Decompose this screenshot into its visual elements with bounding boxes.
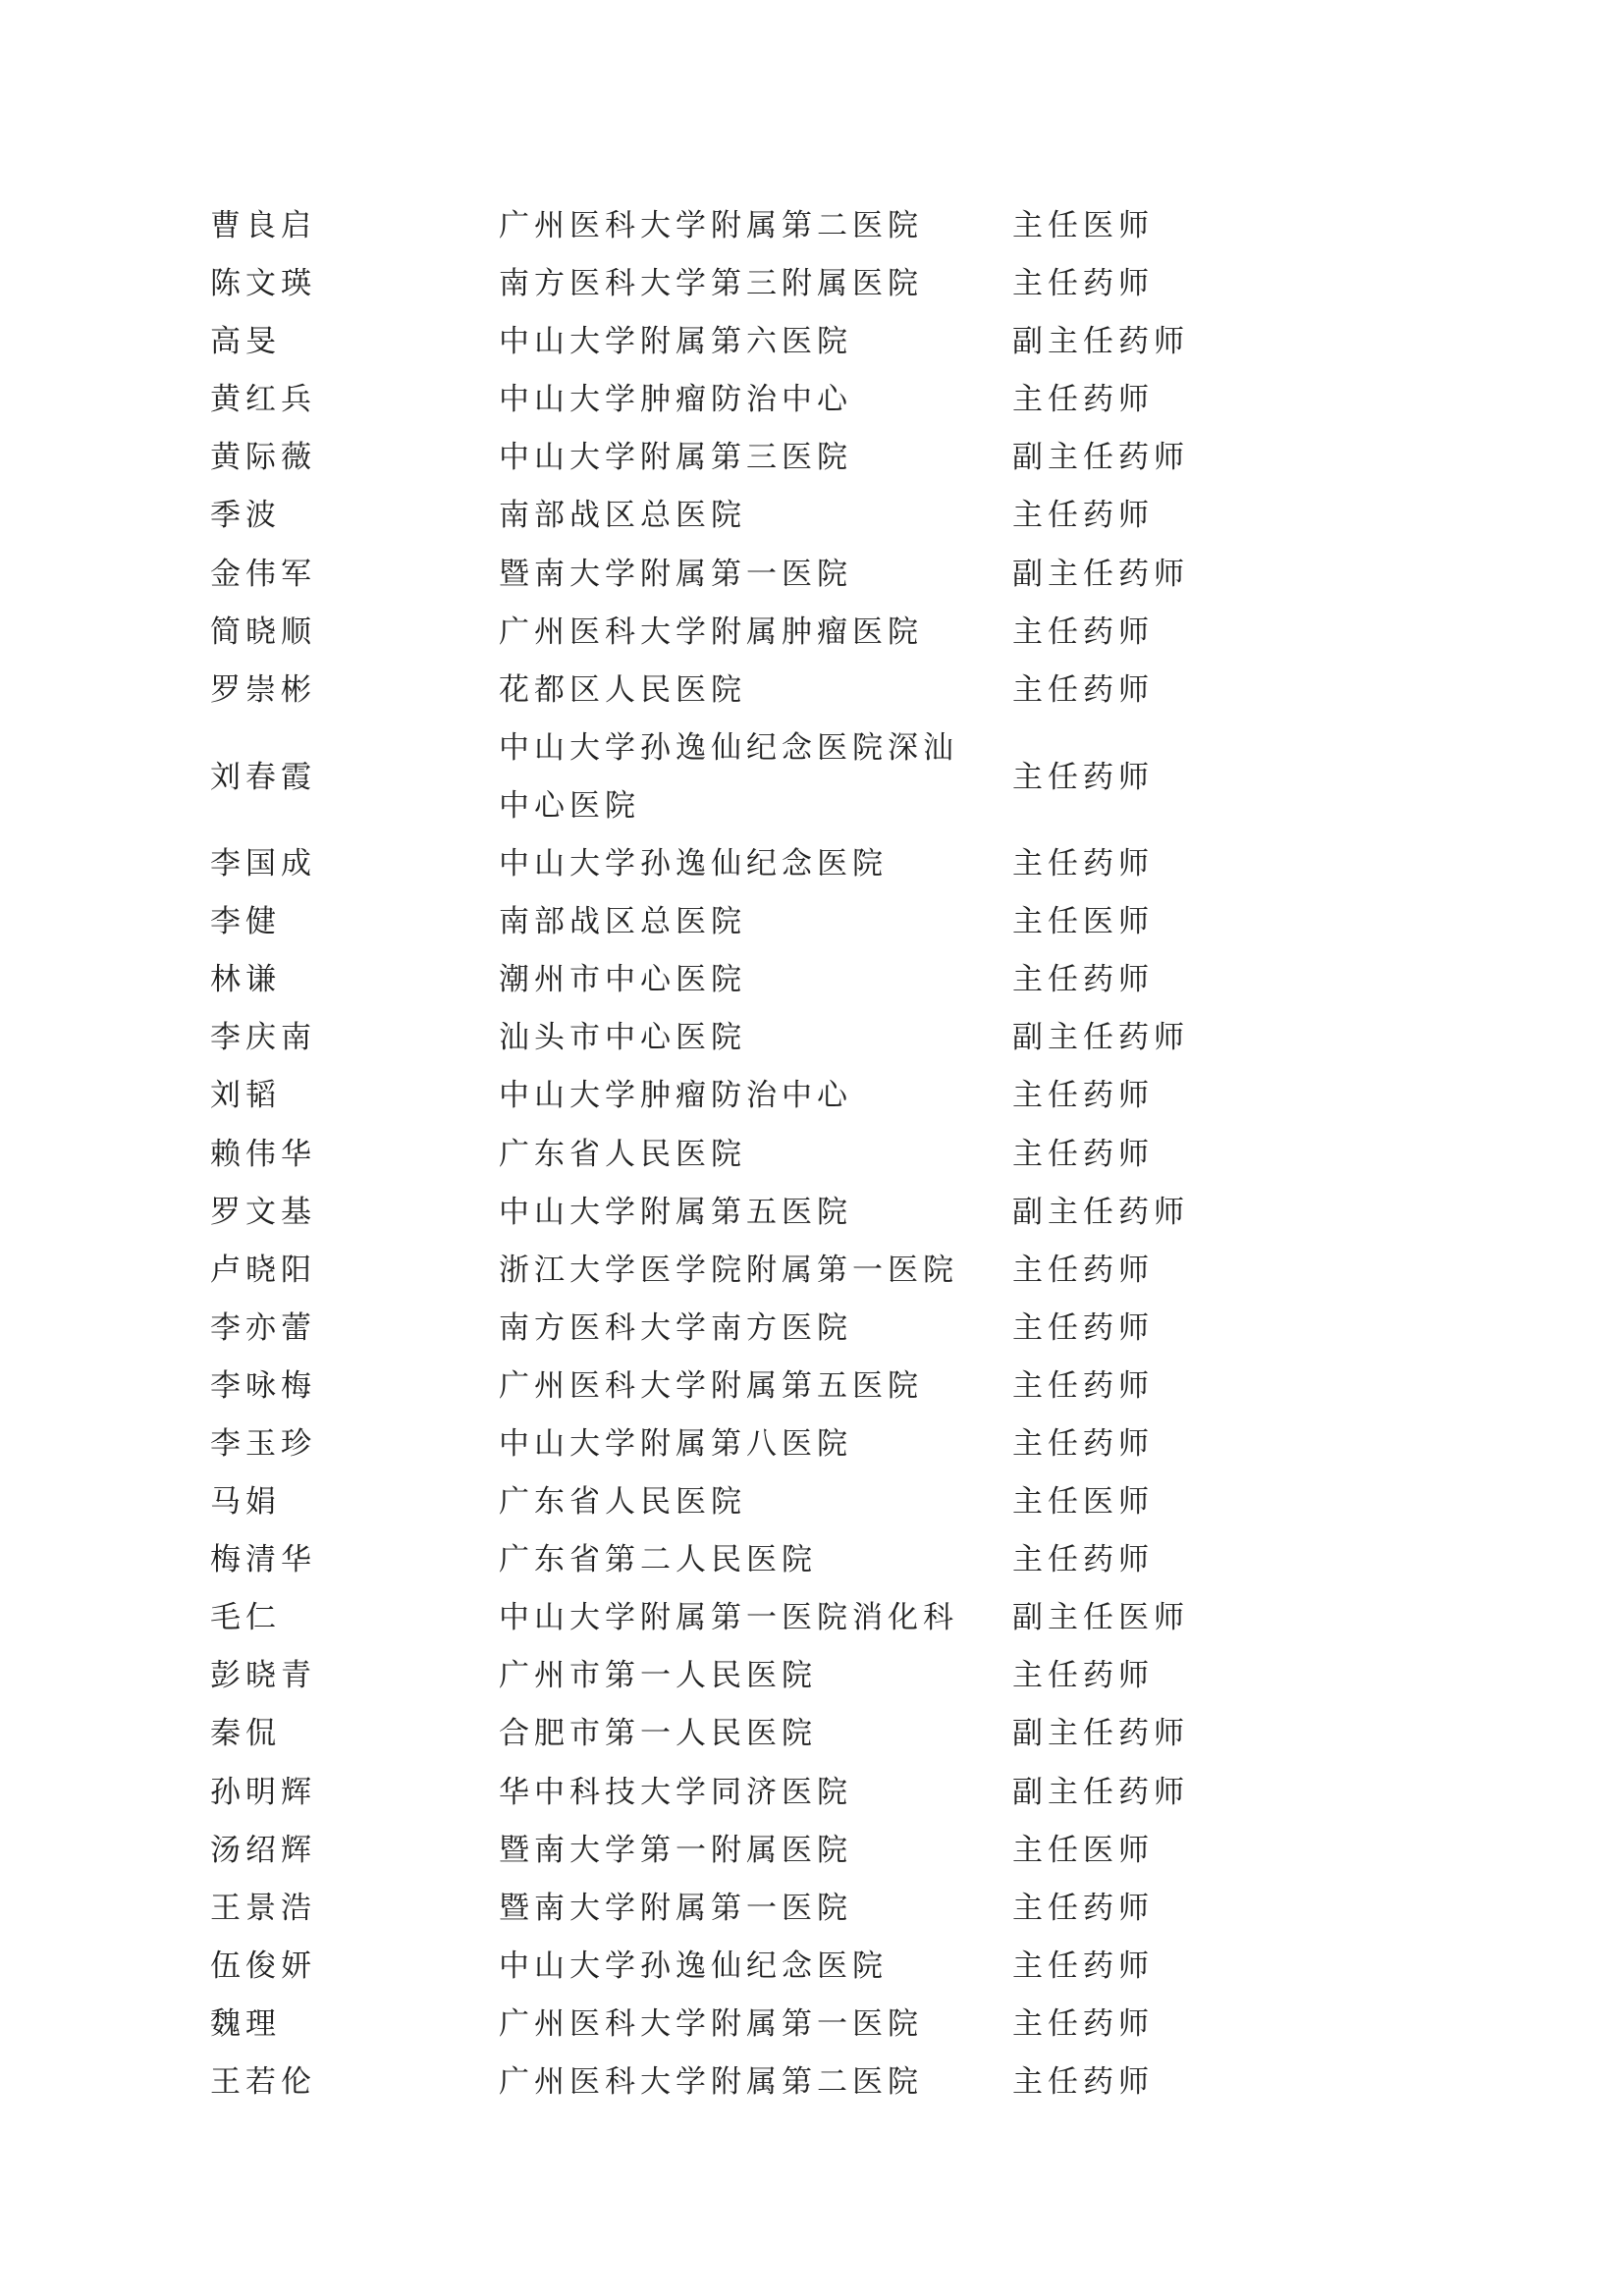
person-name: 简晓顺 — [210, 614, 316, 650]
institution-name: 广东省第二人民医院 — [499, 1542, 817, 1578]
expert-roster-list — [0, 197, 1623, 2111]
professional-title: 副主任药师 — [1012, 1716, 1189, 1752]
roster-row — [0, 604, 1623, 662]
roster-row — [0, 1473, 1623, 1531]
institution-name: 中山大学附属第一医院消化科 — [499, 1600, 958, 1636]
roster-row — [0, 720, 1623, 835]
institution-name: 广州医科大学附属第一医院 — [499, 2005, 923, 2042]
roster-row — [0, 1415, 1623, 1473]
professional-title: 副主任药师 — [1012, 556, 1189, 592]
roster-row — [0, 1126, 1623, 1184]
person-name: 汤绍辉 — [210, 1832, 316, 1868]
roster-row — [0, 313, 1623, 371]
roster-row — [0, 1242, 1623, 1300]
professional-title: 副主任药师 — [1012, 1020, 1189, 1056]
professional-title: 主任药师 — [1012, 1136, 1154, 1172]
roster-row — [0, 1358, 1623, 1415]
person-name: 梅清华 — [210, 1542, 316, 1578]
person-name: 秦侃 — [210, 1716, 281, 1752]
institution-name: 南部战区总医院 — [499, 904, 746, 940]
roster-row — [0, 429, 1623, 487]
professional-title: 副主任医师 — [1012, 1600, 1189, 1636]
professional-title: 主任医师 — [1012, 904, 1154, 940]
professional-title: 主任药师 — [1012, 2005, 1154, 2042]
person-name: 李庆南 — [210, 1020, 316, 1056]
professional-title: 主任药师 — [1012, 1078, 1154, 1114]
person-name: 王景浩 — [210, 1890, 316, 1926]
professional-title: 主任药师 — [1012, 1252, 1154, 1288]
person-name: 金伟军 — [210, 556, 316, 592]
person-name: 伍俊妍 — [210, 1948, 316, 1984]
professional-title: 主任药师 — [1012, 498, 1154, 534]
roster-row — [0, 255, 1623, 313]
roster-row — [0, 835, 1623, 893]
person-name: 罗崇彬 — [210, 671, 316, 708]
professional-title: 主任药师 — [1012, 1425, 1154, 1462]
roster-row — [0, 662, 1623, 720]
roster-row — [0, 487, 1623, 545]
professional-title: 主任药师 — [1012, 671, 1154, 708]
professional-title: 主任药师 — [1012, 1890, 1154, 1926]
roster-row — [0, 1300, 1623, 1358]
institution-name: 广州市第一人民医院 — [499, 1658, 817, 1694]
institution-name: 浙江大学医学院附属第一医院 — [499, 1252, 958, 1288]
person-name: 孙明辉 — [210, 1774, 316, 1810]
person-name: 李健 — [210, 904, 281, 940]
institution-name: 南方医科大学第三附属医院 — [499, 266, 923, 302]
professional-title: 副主任药师 — [1012, 1774, 1189, 1810]
institution-name: 中山大学附属第三医院 — [499, 440, 852, 476]
professional-title: 主任药师 — [1012, 2064, 1154, 2100]
institution-name: 合肥市第一人民医院 — [499, 1716, 817, 1752]
professional-title: 主任医师 — [1012, 208, 1154, 243]
roster-row — [0, 1705, 1623, 1763]
institution-name: 华中科技大学同济医院 — [499, 1774, 852, 1810]
professional-title: 主任药师 — [1012, 1367, 1154, 1404]
professional-title: 副主任药师 — [1012, 324, 1189, 360]
professional-title: 主任医师 — [1012, 1484, 1154, 1521]
institution-name: 暨南大学第一附属医院 — [499, 1832, 852, 1868]
institution-name: 广东省人民医院 — [499, 1136, 746, 1172]
person-name: 黄红兵 — [210, 382, 316, 418]
roster-row — [0, 893, 1623, 951]
person-name: 马娟 — [210, 1484, 281, 1521]
roster-row — [0, 1880, 1623, 1938]
institution-name: 汕头市中心医院 — [499, 1020, 746, 1056]
roster-row — [0, 197, 1623, 255]
professional-title: 主任药师 — [1012, 1542, 1154, 1578]
professional-title: 主任药师 — [1012, 382, 1154, 418]
roster-row — [0, 1009, 1623, 1067]
person-name: 王若伦 — [210, 2064, 316, 2100]
person-name: 季波 — [210, 498, 281, 534]
professional-title: 主任药师 — [1012, 846, 1154, 882]
person-name: 赖伟华 — [210, 1136, 316, 1172]
institution-name: 中山大学孙逸仙纪念医院 — [499, 846, 888, 882]
professional-title: 副主任药师 — [1012, 440, 1189, 476]
professional-title: 主任药师 — [1012, 1948, 1154, 1984]
institution-name: 广州医科大学附属第二医院 — [499, 2064, 923, 2100]
roster-row — [0, 546, 1623, 604]
institution-name: 中山大学附属第五医院 — [499, 1194, 852, 1230]
institution-name: 暨南大学附属第一医院 — [499, 556, 852, 592]
person-name: 彭晓青 — [210, 1658, 316, 1694]
roster-row — [0, 951, 1623, 1009]
institution-name: 广州医科大学附属第五医院 — [499, 1367, 923, 1404]
person-name: 李国成 — [210, 846, 316, 882]
professional-title: 主任药师 — [1012, 962, 1154, 998]
professional-title: 主任药师 — [1012, 614, 1154, 650]
institution-name: 广东省人民医院 — [499, 1484, 746, 1521]
institution-name: 花都区人民医院 — [499, 671, 746, 708]
roster-row — [0, 1764, 1623, 1822]
institution-name: 中山大学附属第八医院 — [499, 1425, 852, 1462]
professional-title: 主任药师 — [1012, 759, 1154, 795]
person-name: 高旻 — [210, 324, 281, 360]
institution-name: 广州医科大学附属肿瘤医院 — [499, 614, 923, 650]
roster-row — [0, 371, 1623, 429]
person-name: 罗文基 — [210, 1194, 316, 1230]
professional-title: 主任药师 — [1012, 1309, 1154, 1346]
institution-name: 广州医科大学附属第二医院 — [499, 208, 923, 243]
institution-name: 中山大学附属第六医院 — [499, 324, 852, 360]
person-name: 李咏梅 — [210, 1367, 316, 1404]
person-name: 林谦 — [210, 962, 281, 998]
roster-row — [0, 1996, 1623, 2054]
institution-name: 潮州市中心医院 — [499, 962, 746, 998]
roster-row — [0, 1067, 1623, 1125]
institution-name: 中山大学孙逸仙纪念医院 — [499, 1948, 888, 1984]
roster-row — [0, 1531, 1623, 1589]
person-name: 刘韬 — [210, 1078, 281, 1114]
institution-name: 中山大学肿瘤防治中心 — [499, 382, 852, 418]
professional-title: 主任药师 — [1012, 266, 1154, 302]
person-name: 李亦蕾 — [210, 1309, 316, 1346]
person-name: 陈文瑛 — [210, 266, 316, 302]
person-name: 毛仁 — [210, 1600, 281, 1636]
professional-title: 主任药师 — [1012, 1658, 1154, 1694]
roster-row — [0, 1589, 1623, 1647]
roster-row — [0, 1822, 1623, 1880]
person-name: 魏理 — [210, 2005, 281, 2042]
professional-title: 主任医师 — [1012, 1832, 1154, 1868]
person-name: 曹良启 — [210, 208, 316, 243]
roster-row — [0, 1184, 1623, 1242]
person-name: 李玉珍 — [210, 1425, 316, 1462]
roster-row — [0, 1938, 1623, 1996]
person-name: 卢晓阳 — [210, 1252, 316, 1288]
roster-row — [0, 2054, 1623, 2111]
institution-name: 南方医科大学南方医院 — [499, 1309, 852, 1346]
institution-name: 南部战区总医院 — [499, 498, 746, 534]
institution-name: 中山大学孙逸仙纪念医院深汕中心医院 — [499, 729, 958, 824]
professional-title: 副主任药师 — [1012, 1194, 1189, 1230]
institution-name: 中山大学肿瘤防治中心 — [499, 1078, 852, 1114]
person-name: 黄际薇 — [210, 440, 316, 476]
institution-name: 暨南大学附属第一医院 — [499, 1890, 852, 1926]
roster-row — [0, 1647, 1623, 1705]
person-name: 刘春霞 — [210, 759, 316, 795]
